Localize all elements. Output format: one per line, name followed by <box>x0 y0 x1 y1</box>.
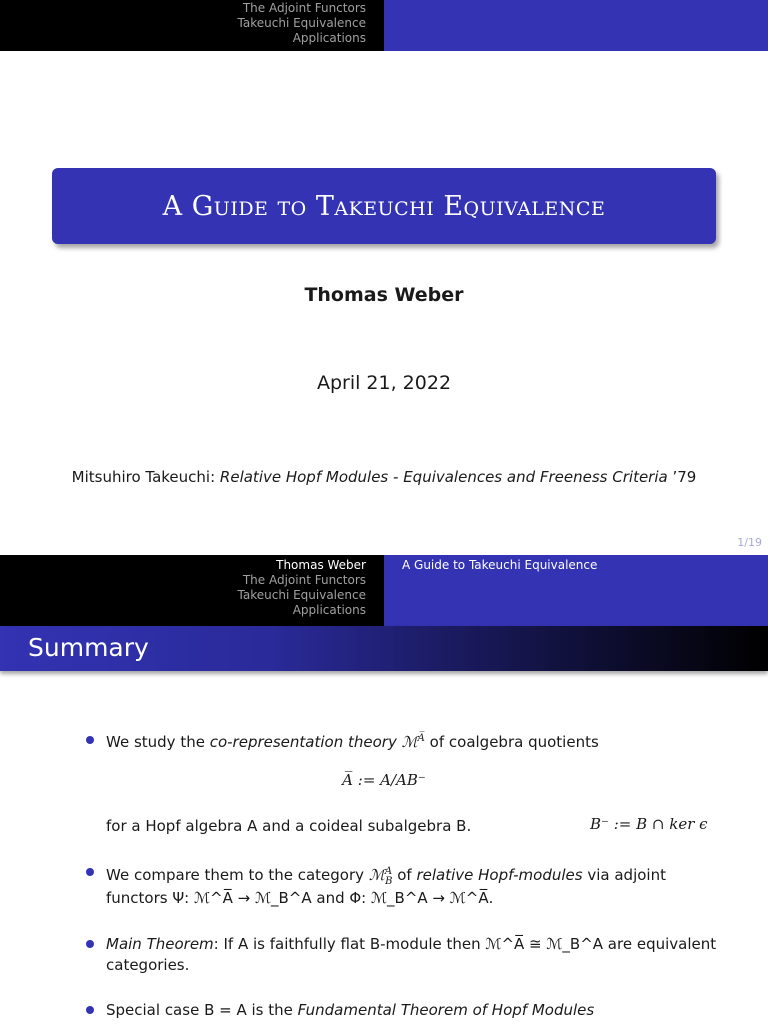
bullet-1-text <box>106 728 599 753</box>
nav-section-applications[interactable]: Applications <box>292 31 366 45</box>
bullet-1-emphasis: co-representation theory <box>209 733 397 751</box>
reference-year: ’79 <box>667 468 697 486</box>
bullet-2-math: ℳ <box>368 866 385 884</box>
frame-title-bar <box>0 626 768 671</box>
headline-right-panel <box>384 555 768 626</box>
page-number: 1/19 <box>737 536 762 549</box>
bullet-1-line2: for a Hopf algebra A and a coideal subalgebra B. <box>106 817 472 835</box>
bullet-3-line2: categories. <box>106 956 190 974</box>
display-equation: A̅ := A/AB⁻ <box>342 771 426 789</box>
bullet-marker <box>86 868 94 876</box>
nav-section-adjoint-functors[interactable]: The Adjoint Functors <box>242 1 366 15</box>
nav-section-takeuchi-equivalence[interactable]: Takeuchi Equivalence <box>237 588 366 602</box>
bullet-1-post: of coalgebra quotients <box>424 733 599 751</box>
headline-bar <box>0 555 768 626</box>
summary-slide <box>0 555 768 1024</box>
bullet-2-pre: We compare them to the category <box>106 866 369 884</box>
headline-section-nav <box>0 555 384 626</box>
bullet-4-pre: Special case B = A is the <box>106 1001 298 1019</box>
headline-title: A Guide to Takeuchi Equivalence <box>402 558 598 572</box>
bullet-2-line2: functors Ψ: ℳ^A̅ → ℳ_B^A and Φ: ℳ_B^A → ℳ^A̅. <box>106 889 494 907</box>
bullet-1-aside-definition: B⁻ := B ∩ ker ϵ <box>590 815 708 833</box>
headline-right-panel <box>384 0 768 51</box>
bullet-1-pre: We study the <box>106 733 210 751</box>
author-name: Thomas Weber <box>304 284 464 306</box>
frame-title: Summary <box>28 633 149 662</box>
nav-section-applications[interactable]: Applications <box>292 603 366 617</box>
presentation-title-box <box>52 168 716 244</box>
bullet-2-emphasis: relative Hopf-modules <box>416 866 583 884</box>
nav-section-adjoint-functors[interactable]: The Adjoint Functors <box>242 573 366 587</box>
bullet-marker <box>86 1006 94 1014</box>
reference-citation <box>0 468 768 486</box>
headline-author: Thomas Weber <box>276 558 366 572</box>
bullet-2-post: via adjoint <box>582 866 666 884</box>
presentation-title: A Guide to Takeuchi Equivalence <box>162 190 606 222</box>
reference-author: Mitsuhiro Takeuchi: <box>71 468 220 486</box>
nav-section-takeuchi-equivalence[interactable]: Takeuchi Equivalence <box>237 16 366 30</box>
headline-bar <box>0 0 768 51</box>
bullet-3-line1 <box>106 933 716 955</box>
reference-work-title: Relative Hopf Modules - Equivalences and Freeness Criteria <box>219 468 668 486</box>
headline-section-nav <box>0 0 384 51</box>
bullet-1-math: ℳ <box>401 733 418 751</box>
bullet-3-text: : If A is faithfully flat B-module then ℳ^A̅ ≅ ℳ_B^A are equivalent <box>213 935 717 953</box>
bullet-2-line1: We compare them to the category ℳ$^A_B$ of relative Hopf-modules via adjoint <box>106 866 666 887</box>
bullet-1-math-sup: A̅ <box>417 733 425 744</box>
bullet-marker <box>86 736 94 744</box>
bullet-4-line1 <box>106 999 594 1021</box>
bullet-4-emphasis: Fundamental Theorem of Hopf Modules <box>297 1001 595 1019</box>
bullet-3-emphasis: Main Theorem <box>106 935 214 953</box>
presentation-date: April 21, 2022 <box>316 372 452 394</box>
bullet-marker <box>86 940 94 948</box>
